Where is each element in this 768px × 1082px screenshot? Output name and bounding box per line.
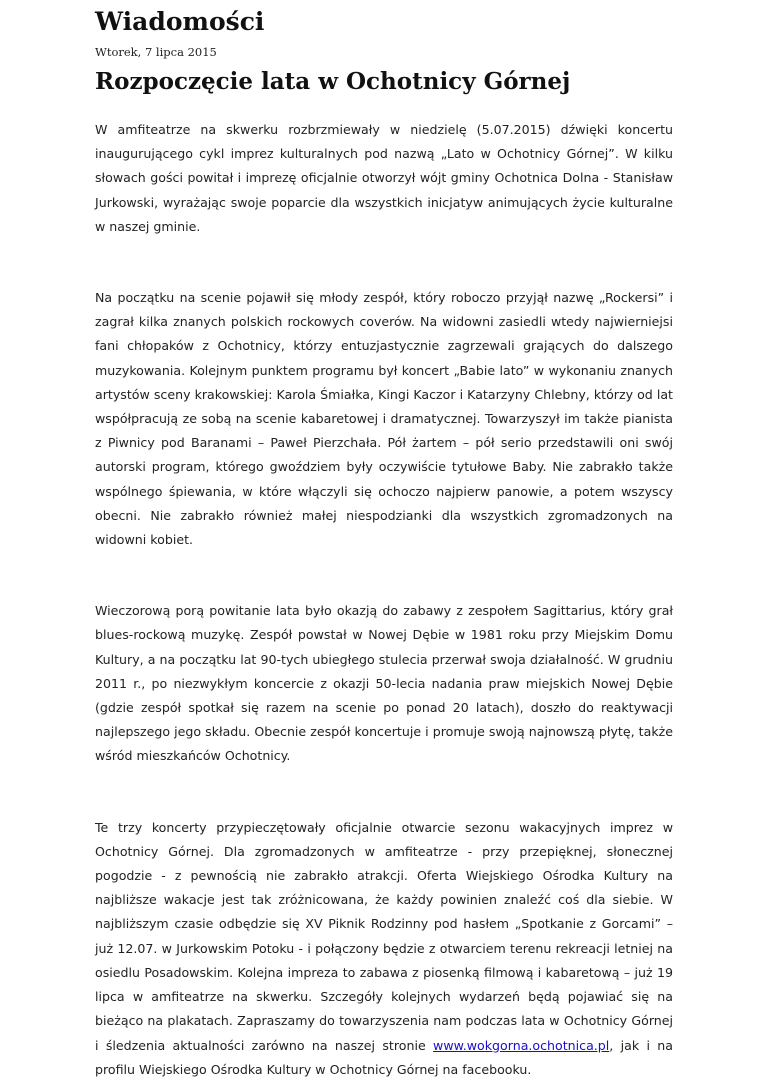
article-title: Rozpoczęcie lata w Ochotnicy Górnej — [95, 68, 571, 95]
article-date: Wtorek, 7 lipca 2015 — [95, 45, 217, 59]
paragraph-text-after-link: , jak i na profilu Wiejskiego Ośrodka Kultury w Ochotnicy Górnej na facebooku. — [95, 1037, 673, 1077]
article-paragraph: W amfiteatrze na skwerku rozbrzmiewały w niedzielę (5.07.2015) dźwięki koncertu inaugurującego cykl imprez kulturalnych pod nazwą „Lato w Ochotnicy Górnej”. W kilku słowach gości powitał i imprezę oficjalnie otworzył wójt gminy Ochotnica Dolna - Stanisław Jurkowski, wyrażając swoje poparcie dla wszystkich inicjatyw animujących życie kulturalne w naszej gminie. — [95, 122, 673, 234]
site-title: Wiadomości — [95, 7, 265, 36]
article-body — [95, 118, 673, 1082]
website-link[interactable]: www.wokgorna.ochotnica.pl — [433, 1037, 610, 1053]
article-paragraph: Wieczorową porą powitanie lata było okazją do zabawy z zespołem Sagittarius, który grał blues-rockową muzykę. Zespół powstał w Nowej Dębie w 1981 roku przy Miejskim Domu Kultury, a na początku lat 90-tych ubiegłego stulecia przerwał swoja działalność. W grudniu 2011 r., po niezwykłym koncercie z okazji 50-lecia nadania praw miejskich Nowej Dębie (gdzie zespół spotkał się razem na scenie po ponad 20 latach), doszło do reaktywacji najlepszego jego składu. Obecnie zespół koncertuje i promuje swoją najnowszą płytę, także wśród mieszkańców Ochotnicy. — [95, 603, 673, 764]
article-paragraph: Na początku na scenie pojawił się młody zespół, który roboczo przyjął nazwę „Rockersi” i zagrał kilka znanych polskich rockowych coverów. Na widowni zasiedli wtedy najwierniejsi fani chłopaków z Ochotnicy, którzy entuzjastycznie zagrzewali grających do dalszego muzykowania. Kolejnym punktem programu był koncert „Babie lato” w wykonaniu znanych artystów sceny krakowskiej: Karola Śmiałka, Kingi Kaczor i Katarzyny Chlebny, którzy od lat współpracują ze sobą na scenie kabaretowej i dramatycznej. Towarzyszył im także pianista z Piwnicy pod Baranami – Paweł Pierzchała. Pół żartem – pół serio przedstawili oni swój autorski program, którego gwoździem były oczywiście tytułowe Baby. Nie zabrakło także wspólnego śpiewania, w które włączyli się ochoczo najpierw panowie, a potem wszyscy obecni. Nie zabrakło również małej niespodzianki dla wszystkich zgromadzonych na widowni kobiet. — [95, 290, 673, 548]
paragraph-text-before-link: Te trzy koncerty przypieczętowały oficjalnie otwarcie sezonu wakacyjnych imprez w Ochotnicy Górnej. Dla zgromadzonych w amfiteatrze - przy przepięknej, słonecznej pogodzie - z pewnością nie zabrakło atrakcji. Oferta Wiejskiego Ośrodka Kultury na najbliższe wakacje jest tak zróżnicowana, że każdy powinien znaleźć coś dla siebie. W najbliższym czasie odbędzie się XV Piknik Rodzinny pod hasłem „Spotkanie z Gorcami” – już 12.07. w Jurkowskim Potoku - i połączony będzie z otwarciem terenu rekreacji letniej na osiedlu Posadowskim. Kolejna impreza to zabawa z piosenką filmową i kabaretową – już 19 lipca w amfiteatrze na skwerku. Szczegóły kolejnych wydarzeń będą pojawiać się na bieżąco na plakatach. Zapraszamy do towarzyszenia nam podczas lata w Ochotnicy Górnej i śledzenia aktualności zarówno na naszej stronie — [95, 819, 673, 1053]
article-paragraph — [95, 816, 673, 1082]
